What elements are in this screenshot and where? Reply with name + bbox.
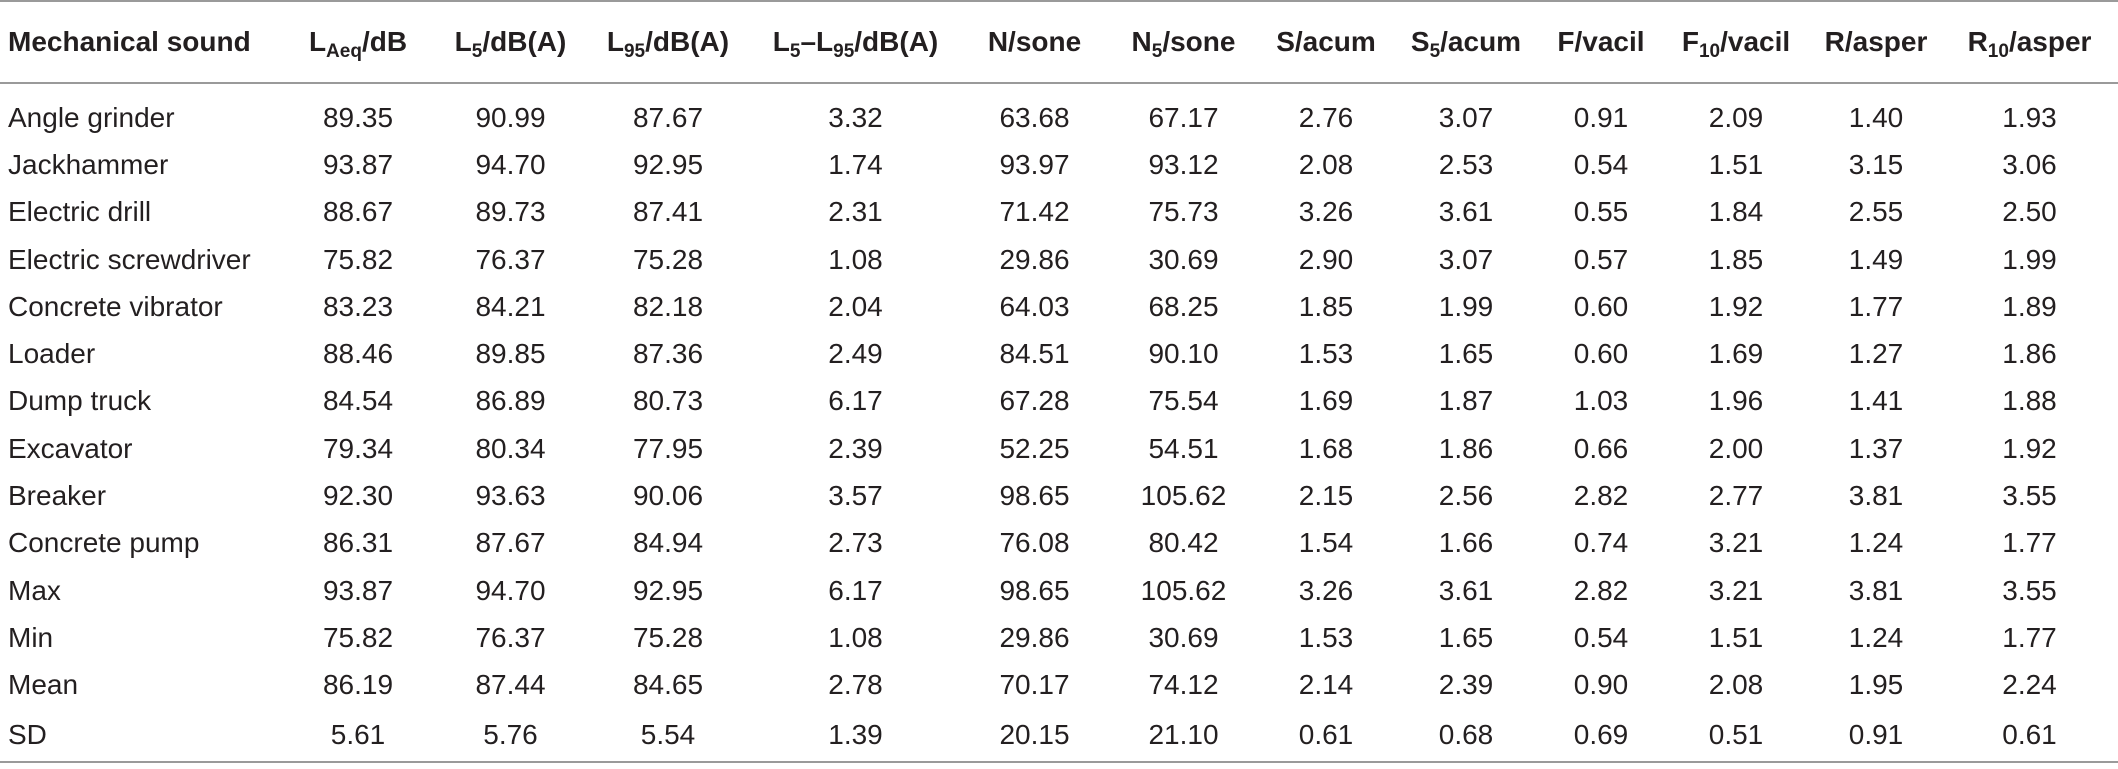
value-cell: 1.77	[2002, 527, 2057, 559]
column-header-main-text: R/asper	[1824, 26, 1928, 57]
column-header	[1811, 1, 1941, 83]
value-cell: 1.84	[1708, 196, 1764, 228]
column-header-sub-text: 95	[623, 41, 646, 62]
value-cell: 83.23	[322, 290, 394, 322]
value-cell: 2.56	[1438, 480, 1494, 512]
column-header	[1391, 1, 1541, 83]
value-cell: 94.70	[475, 148, 546, 180]
column-header-sub-text: 5	[471, 41, 483, 62]
table-row	[0, 425, 2118, 472]
value-cell: 1.89	[2002, 290, 2057, 322]
value-cell: 6.17	[828, 574, 883, 606]
value-cell: 86.31	[322, 527, 394, 559]
value-cell: 87.44	[475, 669, 546, 701]
table-row	[0, 141, 2118, 188]
value-cell: 1.88	[2002, 385, 2057, 417]
value-cell: 29.86	[999, 243, 1070, 275]
value-cell: 1.95	[1848, 669, 1904, 701]
column-header	[433, 1, 588, 83]
value-cell: 75.54	[1148, 385, 1219, 417]
value-cell: 2.50	[2002, 196, 2057, 228]
value-cell: 3.32	[828, 101, 883, 133]
value-cell: 1.85	[1298, 290, 1354, 322]
column-header-main-text: L	[454, 26, 472, 57]
table-row	[0, 520, 2118, 567]
value-cell: 1.86	[2002, 338, 2057, 370]
value-cell: 76.37	[475, 621, 546, 653]
value-cell: 89.73	[475, 196, 546, 228]
column-header	[963, 1, 1106, 83]
value-cell: 71.42	[999, 196, 1070, 228]
column-header-suffix-text: /acum	[1440, 26, 1522, 57]
value-cell: 5.61	[283, 709, 433, 762]
value-cell: 92.95	[632, 148, 704, 180]
value-cell: 2.76	[1298, 101, 1354, 133]
value-cell: 0.91	[1573, 101, 1629, 133]
row-label-cell: SD	[0, 709, 283, 762]
value-cell: 1.68	[1298, 432, 1354, 464]
value-cell: 0.54	[1573, 621, 1629, 653]
value-cell: 30.69	[1148, 621, 1219, 653]
value-cell: 75.82	[322, 621, 394, 653]
value-cell: 93.97	[999, 148, 1070, 180]
value-cell: 84.51	[999, 338, 1070, 370]
value-cell: 94.70	[475, 574, 546, 606]
value-cell: 87.36	[632, 338, 704, 370]
column-header	[0, 1, 283, 83]
value-cell: 0.91	[1811, 709, 1941, 762]
column-header	[1261, 1, 1391, 83]
value-cell: 3.61	[1438, 574, 1494, 606]
column-header-main-text: L	[308, 26, 327, 57]
value-cell: 0.66	[1573, 432, 1629, 464]
column-header-suffix-text: /dB	[361, 26, 408, 57]
value-cell: 0.61	[1261, 709, 1391, 762]
value-cell: 89.85	[475, 338, 546, 370]
value-cell: 54.51	[1148, 432, 1219, 464]
value-cell: 1.51	[1708, 621, 1764, 653]
value-cell: 89.35	[322, 101, 394, 133]
value-cell: 3.07	[1438, 101, 1494, 133]
value-cell: 1.51	[1708, 148, 1764, 180]
column-header-sub-text: 10	[1698, 41, 1721, 62]
value-cell: 1.69	[1708, 338, 1764, 370]
column-header-suffix-text: /sone	[1162, 26, 1236, 57]
value-cell: 93.87	[322, 574, 394, 606]
value-cell: 29.86	[999, 621, 1070, 653]
table-row	[0, 83, 2118, 141]
column-header-suffix-text: /dB(A)	[482, 26, 567, 57]
value-cell: 0.61	[1941, 709, 2118, 762]
value-cell: 1.27	[1848, 338, 1904, 370]
value-cell: 0.60	[1573, 338, 1629, 370]
value-cell: 3.26	[1298, 196, 1354, 228]
value-cell: 87.67	[632, 101, 704, 133]
value-cell: 86.19	[322, 669, 394, 701]
value-cell: 1.08	[828, 621, 883, 653]
value-cell: 1.24	[1848, 621, 1904, 653]
table-row	[0, 283, 2118, 330]
table-row	[0, 567, 2118, 614]
column-header-main-text: F/vacil	[1557, 26, 1645, 57]
value-cell: 3.21	[1708, 527, 1764, 559]
column-header-sub-text: 5	[789, 41, 801, 62]
value-cell: 93.87	[322, 148, 394, 180]
value-cell: 20.15	[963, 709, 1106, 762]
value-cell: 0.54	[1573, 148, 1629, 180]
row-label-cell: Max	[8, 574, 61, 606]
table-row	[0, 236, 2118, 283]
value-cell: 84.94	[632, 527, 704, 559]
column-header-main-text: L	[606, 26, 624, 57]
row-label-cell: Loader	[8, 338, 96, 370]
value-cell: 68.25	[1148, 290, 1219, 322]
value-cell: 1.99	[2002, 243, 2057, 275]
table-row	[0, 662, 2118, 709]
column-header	[1661, 1, 1811, 83]
column-header-main-text: N	[1131, 26, 1152, 57]
value-cell: 63.68	[999, 101, 1070, 133]
value-cell: 2.90	[1298, 243, 1354, 275]
row-label-cell: Concrete pump	[8, 527, 200, 559]
value-cell: 1.37	[1848, 432, 1904, 464]
value-cell: 1.08	[828, 243, 883, 275]
value-cell: 3.15	[1848, 148, 1904, 180]
value-cell: 75.28	[632, 621, 704, 653]
value-cell: 105.62	[1140, 480, 1227, 512]
value-cell: 93.63	[475, 480, 546, 512]
column-header-suffix-text: /dB(A)	[854, 26, 939, 57]
value-cell: 74.12	[1148, 669, 1219, 701]
column-header-sub-text: 95	[833, 41, 855, 62]
value-cell: 2.24	[2002, 669, 2057, 701]
table-row	[0, 472, 2118, 519]
column-header	[588, 1, 748, 83]
value-cell: 0.69	[1541, 709, 1661, 762]
column-header-sub-text: 5	[1429, 41, 1441, 62]
value-cell: 2.82	[1573, 480, 1629, 512]
value-cell: 90.99	[475, 101, 546, 133]
row-label-cell: Electric drill	[8, 196, 152, 228]
value-cell: 1.41	[1848, 385, 1904, 417]
value-cell: 21.10	[1106, 709, 1261, 762]
value-cell: 1.65	[1438, 621, 1494, 653]
column-header-main-text: L	[772, 26, 790, 57]
value-cell: 52.25	[999, 432, 1070, 464]
row-label-cell: Electric screwdriver	[8, 243, 251, 275]
value-cell: 3.81	[1848, 480, 1904, 512]
value-cell: 84.21	[475, 290, 546, 322]
column-header-suffix-text: /dB(A)	[645, 26, 730, 57]
value-cell: 80.34	[475, 432, 546, 464]
value-cell: 0.68	[1391, 709, 1541, 762]
value-cell: 1.69	[1298, 385, 1354, 417]
value-cell: 76.08	[999, 527, 1070, 559]
value-cell: 1.92	[1708, 290, 1764, 322]
value-cell: 1.66	[1438, 527, 1494, 559]
table-row	[0, 614, 2118, 661]
column-header-main-text: S/acum	[1276, 26, 1376, 57]
row-label-cell: Mean	[8, 669, 79, 701]
value-cell: 1.99	[1438, 290, 1494, 322]
value-cell: 87.67	[475, 527, 546, 559]
value-cell: 2.39	[1438, 669, 1494, 701]
value-cell: 0.60	[1573, 290, 1629, 322]
column-header-suffix-text: –L	[800, 26, 834, 57]
column-header-suffix-text: /asper	[2008, 26, 2092, 57]
value-cell: 1.53	[1298, 338, 1354, 370]
value-cell: 76.37	[475, 243, 546, 275]
value-cell: 80.73	[632, 385, 704, 417]
value-cell: 2.15	[1298, 480, 1354, 512]
value-cell: 1.86	[1438, 432, 1494, 464]
value-cell: 2.49	[828, 338, 883, 370]
value-cell: 1.65	[1438, 338, 1494, 370]
value-cell: 6.17	[828, 385, 883, 417]
value-cell: 0.51	[1661, 709, 1811, 762]
value-cell: 2.09	[1708, 101, 1764, 133]
row-label-cell: Excavator	[8, 432, 133, 464]
value-cell: 1.77	[1848, 290, 1904, 322]
value-cell: 77.95	[632, 432, 704, 464]
value-cell: 2.08	[1298, 148, 1354, 180]
value-cell: 3.06	[2002, 148, 2057, 180]
value-cell: 75.73	[1148, 196, 1219, 228]
value-cell: 87.41	[632, 196, 704, 228]
value-cell: 3.55	[2002, 574, 2057, 606]
value-cell: 84.54	[322, 385, 394, 417]
value-cell: 2.00	[1708, 432, 1764, 464]
column-header-main-text: R	[1967, 26, 1988, 57]
value-cell: 1.93	[2002, 101, 2057, 133]
value-cell: 0.55	[1573, 196, 1629, 228]
value-cell: 1.74	[828, 148, 883, 180]
value-cell: 75.28	[632, 243, 704, 275]
value-cell: 3.26	[1298, 574, 1354, 606]
table-body	[0, 83, 2118, 762]
column-header-main-text: Mechanical sound	[8, 26, 251, 57]
value-cell: 70.17	[999, 669, 1070, 701]
value-cell: 2.08	[1708, 669, 1764, 701]
table-row	[0, 378, 2118, 425]
column-header	[1541, 1, 1661, 83]
value-cell: 5.54	[588, 709, 748, 762]
value-cell: 88.46	[322, 338, 394, 370]
value-cell: 2.53	[1438, 148, 1494, 180]
row-label-cell: Jackhammer	[8, 148, 169, 180]
value-cell: 67.17	[1148, 101, 1219, 133]
column-header-main-text: S	[1410, 26, 1430, 57]
table-row	[0, 709, 2118, 762]
value-cell: 3.81	[1848, 574, 1904, 606]
value-cell: 2.39	[828, 432, 883, 464]
value-cell: 88.67	[322, 196, 394, 228]
column-header	[1106, 1, 1261, 83]
value-cell: 84.65	[632, 669, 704, 701]
column-header	[283, 1, 433, 83]
value-cell: 1.85	[1708, 243, 1764, 275]
value-cell: 92.95	[632, 574, 704, 606]
value-cell: 1.54	[1298, 527, 1354, 559]
value-cell: 98.65	[999, 574, 1070, 606]
value-cell: 1.03	[1573, 385, 1629, 417]
value-cell: 1.49	[1848, 243, 1904, 275]
table-row	[0, 189, 2118, 236]
value-cell: 1.39	[748, 709, 963, 762]
value-cell: 67.28	[999, 385, 1070, 417]
value-cell: 3.57	[828, 480, 883, 512]
value-cell: 2.82	[1573, 574, 1629, 606]
value-cell: 2.73	[828, 527, 883, 559]
value-cell: 3.07	[1438, 243, 1494, 275]
value-cell: 90.06	[632, 480, 704, 512]
value-cell: 75.82	[322, 243, 394, 275]
value-cell: 3.21	[1708, 574, 1764, 606]
value-cell: 1.24	[1848, 527, 1904, 559]
value-cell: 105.62	[1140, 574, 1227, 606]
value-cell: 79.34	[322, 432, 394, 464]
value-cell: 1.77	[2002, 621, 2057, 653]
column-header	[748, 1, 963, 83]
value-cell: 2.78	[828, 669, 883, 701]
table-row	[0, 330, 2118, 377]
value-cell: 1.96	[1708, 385, 1764, 417]
column-header-sub-text: Aeq	[326, 41, 362, 62]
value-cell: 3.55	[2002, 480, 2057, 512]
value-cell: 98.65	[999, 480, 1070, 512]
value-cell: 3.61	[1438, 196, 1494, 228]
value-cell: 92.30	[322, 480, 394, 512]
table-header-row	[0, 1, 2118, 83]
row-label-cell: Angle grinder	[8, 101, 175, 133]
value-cell: 5.76	[433, 709, 588, 762]
row-label-cell: Min	[8, 621, 54, 653]
value-cell: 0.74	[1573, 527, 1629, 559]
value-cell: 1.87	[1438, 385, 1494, 417]
value-cell: 2.04	[828, 290, 883, 322]
value-cell: 2.55	[1848, 196, 1904, 228]
value-cell: 1.40	[1848, 101, 1904, 133]
value-cell: 90.10	[1148, 338, 1219, 370]
column-header-suffix-text: /vacil	[1720, 26, 1791, 57]
column-header-sub-text: 5	[1151, 41, 1163, 62]
row-label-cell: Breaker	[8, 480, 107, 512]
value-cell: 0.57	[1573, 243, 1629, 275]
column-header-main-text: F	[1681, 26, 1699, 57]
column-header-sub-text: 10	[1987, 41, 2009, 62]
column-header	[1941, 1, 2118, 83]
row-label-cell: Concrete vibrator	[8, 290, 223, 322]
value-cell: 2.14	[1298, 669, 1354, 701]
value-cell: 64.03	[999, 290, 1070, 322]
value-cell: 1.53	[1298, 621, 1354, 653]
value-cell: 2.77	[1708, 480, 1764, 512]
value-cell: 30.69	[1148, 243, 1219, 275]
value-cell: 80.42	[1148, 527, 1219, 559]
value-cell: 0.90	[1573, 669, 1629, 701]
value-cell: 82.18	[632, 290, 704, 322]
value-cell: 93.12	[1148, 148, 1219, 180]
value-cell: 1.92	[2002, 432, 2057, 464]
column-header-main-text: N/sone	[987, 26, 1082, 57]
row-label-cell: Dump truck	[8, 385, 152, 417]
value-cell: 86.89	[475, 385, 546, 417]
value-cell: 2.31	[828, 196, 883, 228]
